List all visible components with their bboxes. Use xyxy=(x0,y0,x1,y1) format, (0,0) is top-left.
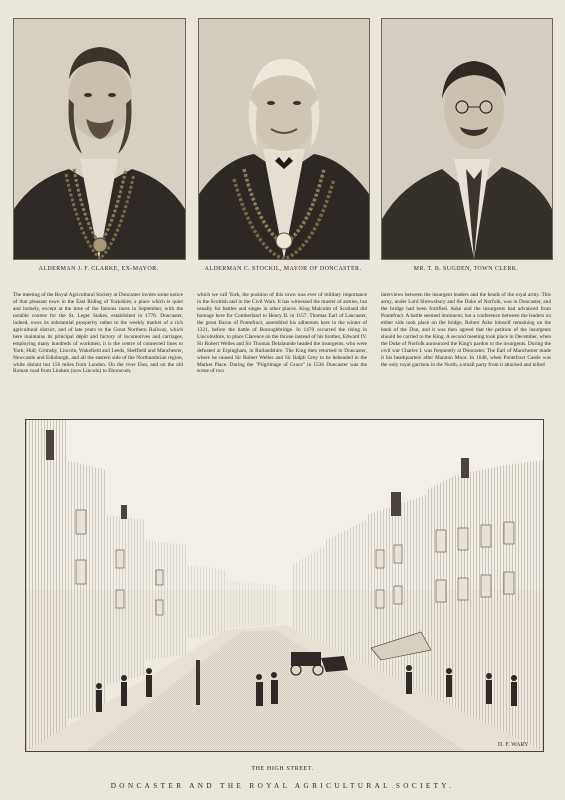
article-column-2: which we call York, the position of this town was ever of military importance in the Scottish and in the Civil Wars. It has witnessed the muster of armies, but usually for battles and sieges in other places. King Malcolm of Scotland did homage here for Cumberland to Henry II. in 1157. Thomas Earl of Lancaster, the great Baron of Pontefract, assembled his adherents here in the winter of 1321, before the battle of Boroughbridge. In 1470 occurred the rising in Lincolnshire, to place Clarence on the throne instead of his brother, Edward IV. Sir Robert Welles and Sir Thomas Delalaunde headed the insurgents, who were defeated at Erpingham, in Rutlandshire. The King then returned to Doncaster, where he caused Sir Robert Welles and Sir Ralph Grey to be beheaded in the Market Place. During the "Pilgrimage of Grace" in 1536 Doncaster was the scene of two xyxy=(197,292,367,375)
article-column-1: The meeting of the Royal Agricultural Society at Doncaster invites some notice of that pleasant town in the East Riding of Yorkshire, a place which is quiet and homely, except at the time of the famous races in September, with the notable contest for the St. Leger Stakes, established in 1776. Doncaster, indeed, owes its substantial prosperity rather to the weekly market of a rich agricultural district, and of late years to the Great Northern Railway, which here maintains its principal dépôt and factory of locomotives and carriages, employing many hundreds of workmen; it is the centre of connected lines to York, Hull, Grimsby, Lincoln, Wakefield and Leeds, Sheffield and Manchester, Newcastle and Edinburgh, and all the eastern side of the Northumbrian region, while distant but 156 miles from London. On the river Don, and on the old Roman road from Lindum (now Lincoln) to Eboracum, xyxy=(13,292,183,375)
illustration-caption: THE HIGH STREET. xyxy=(251,766,314,772)
engraver-signature: D. F. WARY xyxy=(498,742,529,748)
portrait-caption-stockil: ALDERMAN C. STOCKIL, MAYOR OF DONCASTER. xyxy=(204,266,362,272)
portrait-sugden xyxy=(381,18,553,260)
portrait-clarke-engraving xyxy=(14,19,185,259)
portrait-stockil-engraving xyxy=(199,19,369,259)
portrait-clarke xyxy=(13,18,186,260)
portrait-caption-clarke: ALDERMAN J. F. CLARKE, EX-MAYOR. xyxy=(38,266,159,272)
portrait-sugden-engraving xyxy=(382,19,552,259)
page-title: DONCASTER AND THE ROYAL AGRICULTURAL SOCIETY. xyxy=(110,782,455,790)
high-street-engraving xyxy=(26,420,543,751)
portrait-stockil xyxy=(198,18,370,260)
portrait-caption-sugden: MR. T. B. SUGDEN, TOWN CLERK. xyxy=(413,266,519,272)
article-column-3: interviews between the insurgent leaders and the heads of the royal army. This army, under Lord Shrewsbury and the Duke of Norfolk, was in Doncaster, and the bridge had been fortified. Aske and the insurgents had advanced from Pontefract. A battle seemed imminent; but a conference between the leaders on either side took place on the bridge, Robert Aske himself remaining on the bank of the Don, and it was then agreed that the petition of the insurgents should be carried to the King. A second meeting took place in December, when the Duke of Norfolk announced the King's pardon to the insurgents. During the civil war Charles I. was frequently at Doncaster. The Earl of Manchester made it his headquarters after Marston Moor. In 1648, when Pontefract Castle was the only royal garrison in the North, a small party from it attacked and killed xyxy=(381,292,551,368)
high-street-illustration xyxy=(25,419,544,752)
